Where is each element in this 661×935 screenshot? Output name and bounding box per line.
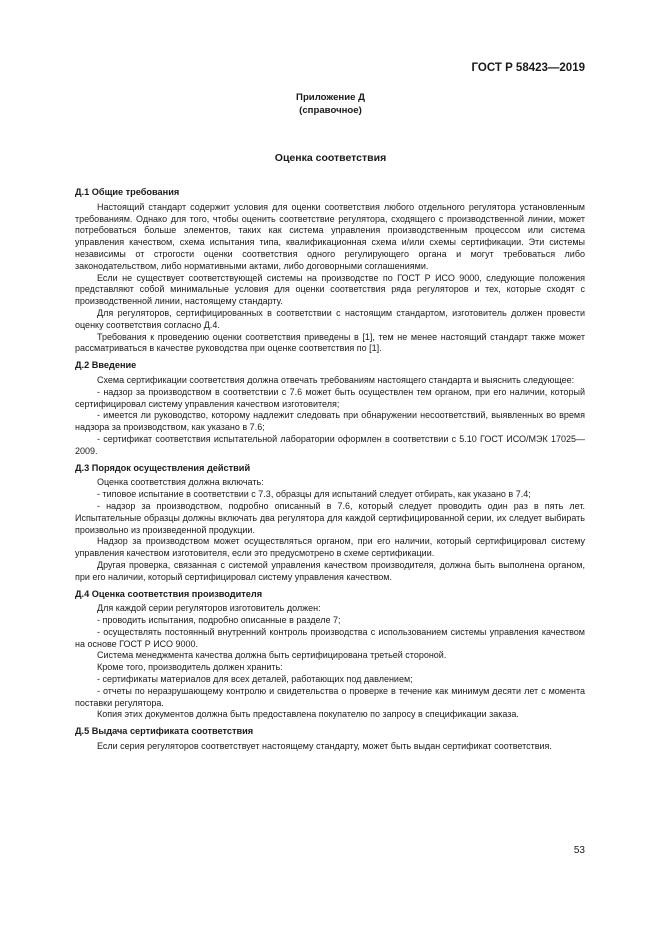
- section-d2: [75, 360, 585, 457]
- paragraph: Для регуляторов, сертифицированных в соответствии с настоящим стандартом, изготовитель должен провести оценку соответствия согласно Д.4.: [75, 307, 585, 330]
- paragraph: Оценка соответствия должна включать:: [97, 477, 264, 488]
- list-item: - сертификаты материалов для всех деталей, работающих под давлением;: [97, 674, 413, 685]
- section-d1: [75, 187, 585, 355]
- standard-header: ГОСТ Р 58423—2019: [471, 62, 585, 74]
- list-item: - отчеты по неразрушающему контролю и свидетельства о проверке в течение как минимум десяти лет с момента поставки регулятора.: [75, 685, 585, 708]
- paragraph: Другая проверка, связанная с системой управления качеством производителя, должна быть выполнена органом, при его наличии, который сертифицировал систему управления качеством.: [75, 559, 585, 582]
- document-body: [75, 182, 585, 753]
- paragraph: Кроме того, производитель должен хранить:: [97, 662, 283, 673]
- annex-title: Приложение Д: [296, 92, 365, 103]
- list-item: - осуществлять постоянный внутренний контроль производства с использованием системы управления качеством на основе ГОСТ Р ИСО 9000.: [75, 626, 585, 649]
- paragraph: Схема сертификации соответствия должна отвечать требованиям настоящего стандарта и выяснить следующее:: [97, 374, 575, 385]
- paragraph: Надзор за производством может осуществляться органом, при его наличии, который сертифицировал систему управления качеством изготовителя, если это предусмотрено в схеме сертификации.: [75, 536, 585, 559]
- section-heading: Д.3 Порядок осуществления действий: [75, 462, 251, 473]
- list-item: - проводить испытания, подробно описанные в разделе 7;: [97, 615, 341, 626]
- list-item: - типовое испытание в соответствии с 7.3, образцы для испытаний следует отбирать, как указано в 7.4;: [97, 489, 531, 500]
- page-number: 53: [573, 845, 585, 856]
- section-heading: Д.2 Введение: [75, 360, 137, 371]
- paragraph: Настоящий стандарт содержит условия для оценки соответствия любого отдельного регулятора установленным требованиям. Однако для того, чтобы оценить соответствие регулятора, сходящего с производственной линии, может потребоваться больше элементов, таких как система управления производственным процессом или система управления качеством, схема испытания типа, квалификационная схема и/или схемы сертификации. Эти системы независимы от строгости оценки соответствия одного регулирующего органа и могут требоваться либо законодательством, либо нормативными актами, либо договорными соглашениями.: [75, 201, 585, 271]
- paragraph: Требования к проведению оценки соответствия приведены в [1], тем не менее настоящий стандарт также может рассматриваться в качестве руководства при оценке соответствия по [1].: [75, 331, 585, 354]
- list-item: - надзор за производством в соответствии с 7.6 может быть осуществлен тем органом, при его наличии, который сертифицировал систему управления качеством изготовителя;: [75, 386, 585, 409]
- section-heading: Д.5 Выдача сертификата соответствия: [75, 726, 254, 737]
- annex-heading: [0, 91, 661, 117]
- paragraph: Если серия регуляторов соответствует настоящему стандарту, может быть выдан сертификат соответствия.: [97, 741, 552, 752]
- paragraph: Копия этих документов должна быть предоставлена покупателю по запросу в спецификации заказа.: [97, 709, 519, 720]
- section-d5: [75, 726, 585, 753]
- paragraph: Система менеджмента качества должна быть сертифицирована третьей стороной.: [97, 650, 447, 661]
- list-item: - имеется ли руководство, которому надлежит следовать при обнаружении несоответствий, выявленных во время надзора за производством, как указано в 7.6;: [75, 410, 585, 433]
- document-title: Оценка соответствия: [274, 152, 387, 164]
- paragraph: Для каждой серии регуляторов изготовитель должен:: [97, 603, 321, 614]
- section-d4: [75, 589, 585, 722]
- annex-subtitle: (справочное): [299, 105, 362, 116]
- section-heading: Д.4 Оценка соответствия производителя: [75, 588, 263, 599]
- section-heading: Д.1 Общие требования: [75, 187, 180, 197]
- list-item: - надзор за производством, подробно описанный в 7.6, который следует проводить один раз в пять лет. Испытательные образцы должны включать два регулятора для каждой сертифицированной серии, их следует выбирать произвольно из произведенной продукции.: [75, 500, 585, 535]
- list-item: - сертификат соответствия испытательной лаборатории оформлен в соответствии с 5.10 ГОСТ ИСО/МЭК 17025—2009.: [75, 433, 585, 456]
- paragraph: Если не существует соответствующей системы на производстве по ГОСТ Р ИСО 9000, следующие положения представляют собой минимальные условия для оценки соответствия ряда регуляторов и тех, которые сходят с производственной линии, настоящему стандарту.: [75, 272, 585, 307]
- section-d3: [75, 463, 585, 584]
